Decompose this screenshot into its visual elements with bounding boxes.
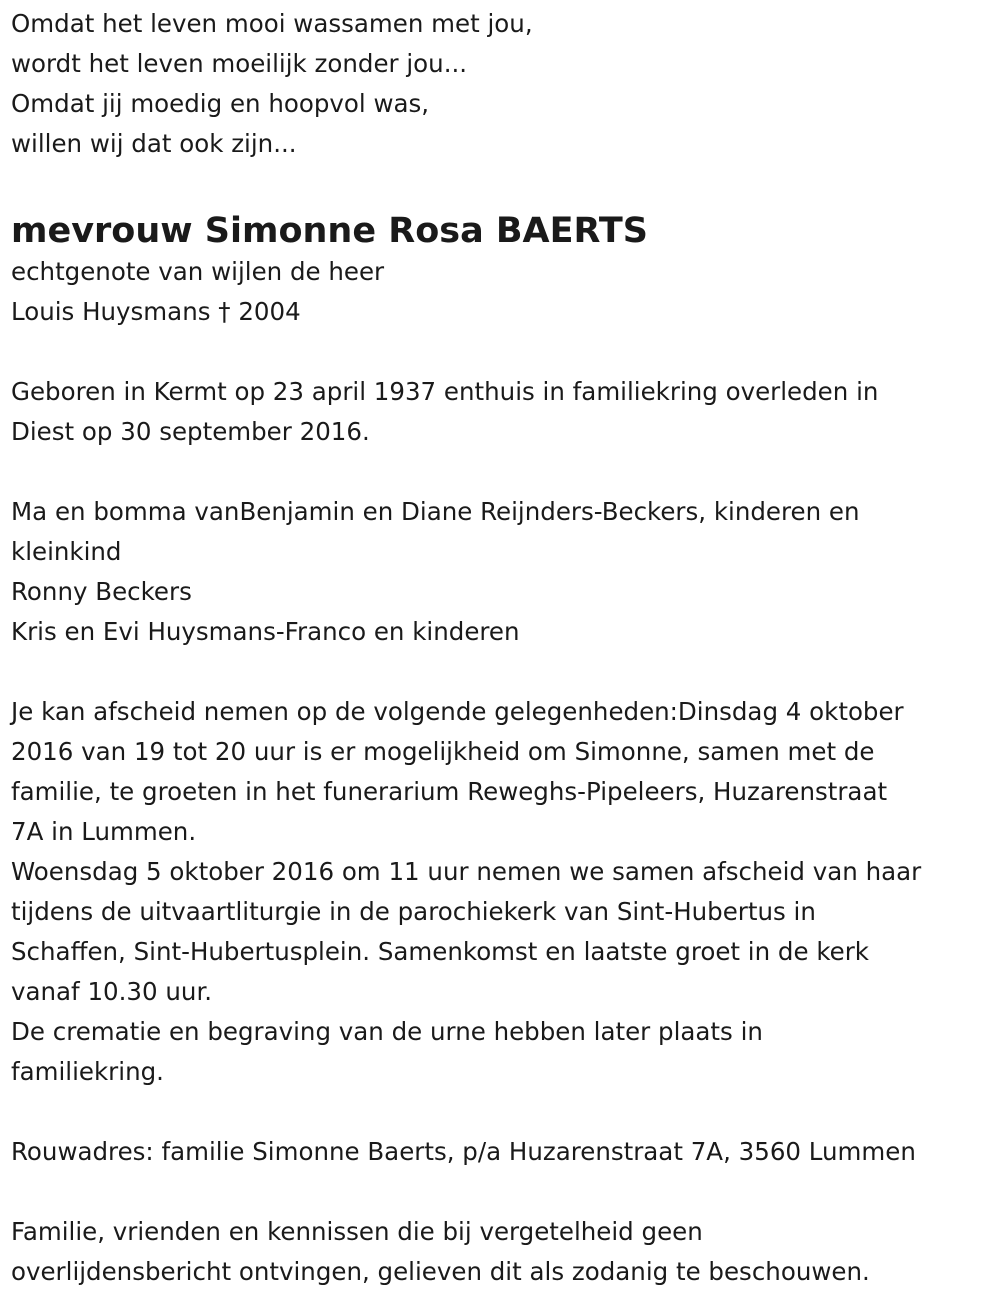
relation-line: echtgenote van wijlen de heer	[11, 257, 385, 286]
poem-line: Omdat het leven mooi wassamen met jou,	[11, 9, 533, 38]
poem-line: Omdat jij moedig en hoopvol was,	[11, 89, 430, 118]
spouse-year: 2004	[238, 297, 301, 326]
arrangements-line: vanaf 10.30 uur.	[11, 977, 213, 1006]
family	[11, 492, 996, 652]
cross-icon: †	[218, 297, 231, 326]
poem-line: wordt het leven moeilijk zonder jou...	[11, 49, 468, 78]
birth-death-line: Geboren in Kermt op 23 april 1937 enthuis in familiekring overleden in	[11, 377, 879, 406]
closing	[11, 1212, 996, 1292]
spacer	[11, 1092, 996, 1132]
family-line: Kris en Evi Huysmans-Franco en kinderen	[11, 617, 520, 646]
family-line: kleinkind	[11, 537, 122, 566]
closing-line: overlijdensbericht ontvingen, gelieven dit als zodanig te beschouwen.	[11, 1257, 870, 1286]
spacer	[11, 1172, 996, 1212]
poem-line: willen wij dat ook zijn...	[11, 129, 297, 158]
arrangements-line: familie, te groeten in het funerarium Reweghs-Pipeleers, Huzarenstraat	[11, 777, 888, 806]
family-line: Ma en bomma vanBenjamin en Diane Reijnders-Beckers, kinderen en	[11, 497, 860, 526]
poem	[11, 4, 996, 164]
spacer	[11, 652, 996, 692]
spacer	[11, 332, 996, 372]
spacer	[11, 452, 996, 492]
deceased-name: mevrouw Simonne Rosa BAERTS	[11, 211, 649, 251]
mourning-address: Rouwadres: familie Simonne Baerts, p/a Huzarenstraat 7A, 3560 Lummen	[11, 1137, 916, 1166]
birth-death-line: Diest op 30 september 2016.	[11, 417, 370, 446]
arrangements-line: familiekring.	[11, 1057, 164, 1086]
arrangements-line: Je kan afscheid nemen op de volgende gelegenheden:Dinsdag 4 oktober	[11, 697, 904, 726]
arrangements-line: 2016 van 19 tot 20 uur is er mogelijkheid om Simonne, samen met de	[11, 737, 875, 766]
closing-line: Familie, vrienden en kennissen die bij vergetelheid geen	[11, 1217, 703, 1246]
obituary-text	[11, 4, 996, 1292]
arrangements-line: Schaffen, Sint-Hubertusplein. Samenkomst en laatste groet in de kerk	[11, 937, 869, 966]
arrangements	[11, 692, 996, 1092]
birth-death	[11, 372, 996, 452]
family-line: Ronny Beckers	[11, 577, 192, 606]
spouse-line	[11, 292, 996, 332]
arrangements-line: tijdens de uitvaartliturgie in de parochiekerk van Sint-Hubertus in	[11, 897, 816, 926]
arrangements-line: Woensdag 5 oktober 2016 om 11 uur nemen we samen afscheid van haar	[11, 857, 922, 886]
spouse-name: Louis Huysmans	[11, 297, 211, 326]
arrangements-line: De crematie en begraving van de urne hebben later plaats in	[11, 1017, 763, 1046]
spacer	[11, 164, 996, 204]
arrangements-line: 7A in Lummen.	[11, 817, 197, 846]
